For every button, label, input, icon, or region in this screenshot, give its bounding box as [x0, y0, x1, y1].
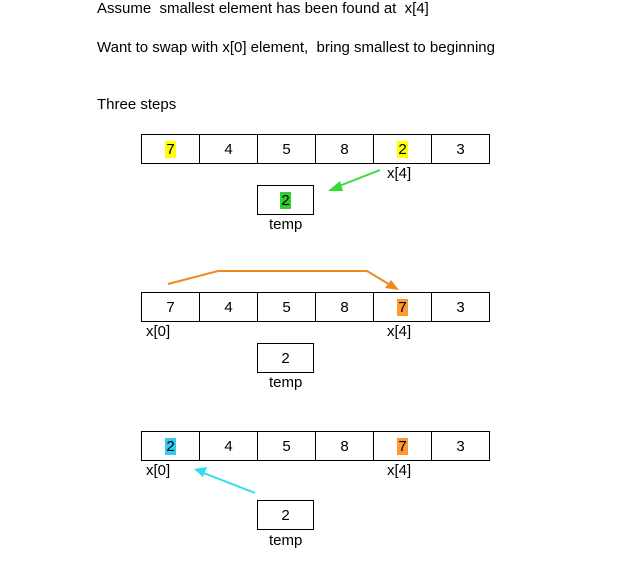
index-label-x4: x[4]	[387, 462, 412, 479]
index-label-x4: x[4]	[387, 323, 412, 340]
cell-value: 4	[224, 140, 233, 158]
temp-label-step-1: temp	[269, 216, 303, 233]
cell-value: 5	[282, 298, 291, 316]
intro-line-3: Three steps	[97, 96, 177, 113]
cell-value: 8	[340, 140, 349, 158]
index-label-x4: x[4]	[387, 165, 412, 182]
cell-value: 5	[282, 140, 291, 158]
cell-value: 7	[398, 437, 407, 455]
cell-value: 5	[282, 437, 291, 455]
temp-label-step-2: temp	[269, 374, 303, 391]
cell-value: 7	[166, 140, 175, 158]
cyan-arrow	[194, 467, 255, 493]
cell-value: 3	[456, 298, 465, 316]
cell-value: 2	[398, 140, 407, 158]
temp-label-step-3: temp	[269, 532, 303, 549]
green-arrow	[328, 170, 380, 191]
intro-line-1: Assume smallest element has been found at x[4]	[97, 0, 429, 17]
cell-value: 8	[340, 298, 349, 316]
cell-value: 8	[340, 437, 349, 455]
intro-line-2: Want to swap with x[0] element, bring smallest to beginning	[97, 39, 495, 56]
cell-value: 4	[224, 437, 233, 455]
cell-value: 4	[224, 298, 233, 316]
index-label-x0: x[0]	[146, 462, 171, 479]
temp-value: 2	[281, 506, 290, 524]
cell-value: 3	[456, 140, 465, 158]
cell-value: 7	[166, 298, 175, 316]
index-label-x0: x[0]	[146, 323, 171, 340]
cell-value: 3	[456, 437, 465, 455]
cell-value: 7	[398, 298, 407, 316]
cell-value: 2	[166, 437, 175, 455]
orange-arrow	[168, 271, 399, 290]
temp-value: 2	[281, 349, 290, 367]
temp-value: 2	[281, 191, 290, 209]
